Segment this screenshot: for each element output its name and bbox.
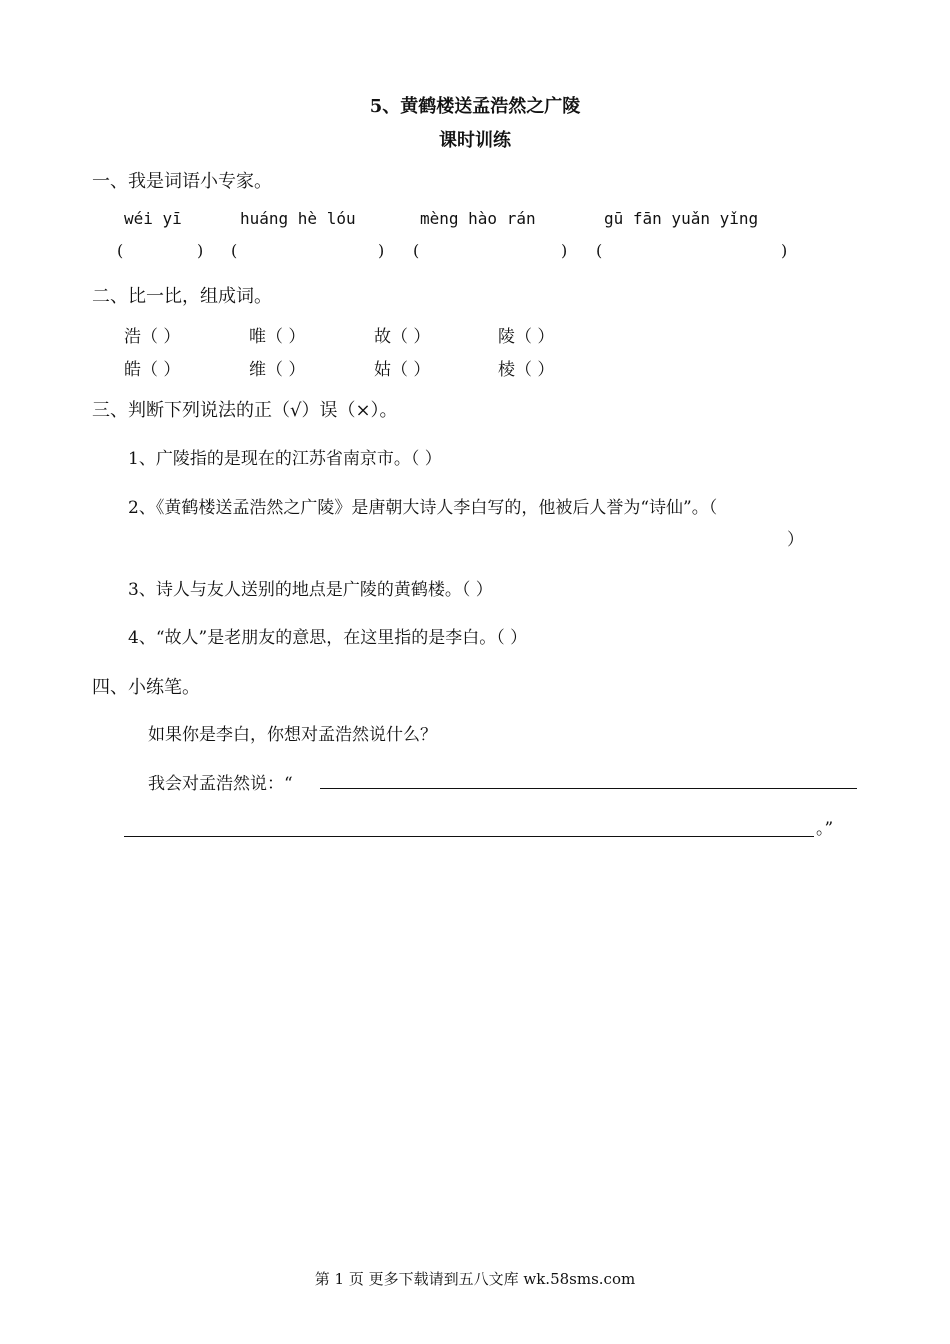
compare-cell[interactable] xyxy=(249,322,305,347)
compare-cell[interactable] xyxy=(498,355,554,380)
compare-blank: （ ） xyxy=(141,327,181,347)
pinyin-wei-yi: wéi yī xyxy=(124,209,182,228)
compare-char: 陵 xyxy=(498,327,515,347)
section4-heading: 四、小练笔。 xyxy=(92,677,200,698)
compare-char: 故 xyxy=(374,327,391,347)
compare-cell[interactable] xyxy=(374,322,430,347)
answer-closing-quote: 。” xyxy=(816,819,834,839)
paren-close: ) xyxy=(378,241,385,260)
pinyin-huang-he-lou: huáng hè lóu xyxy=(240,209,356,228)
compare-cell[interactable] xyxy=(124,322,180,347)
compare-cell[interactable] xyxy=(249,355,305,380)
judgement-item-3[interactable]: 3、诗人与友人送别的地点是广陵的黄鹤楼。（ ） xyxy=(128,580,493,600)
worksheet-subtitle: 课时训练 xyxy=(439,130,511,151)
compare-blank: （ ） xyxy=(266,327,306,347)
compare-blank: （ ） xyxy=(141,360,181,380)
paren-open: ( xyxy=(231,241,238,260)
page-footer: 第 1 页 更多下载请到五八文库 wk.58sms.com xyxy=(314,1270,636,1288)
paren-close: ) xyxy=(197,241,204,260)
compare-char: 姑 xyxy=(374,360,391,380)
paren-open: ( xyxy=(117,241,124,260)
compare-blank: （ ） xyxy=(391,360,431,380)
compare-cell[interactable] xyxy=(374,355,430,380)
answer-lead-in: 我会对孟浩然说：“ xyxy=(148,774,293,794)
judgement-item-1[interactable]: 1、广陵指的是现在的江苏省南京市。（ ） xyxy=(128,449,442,469)
compare-blank: （ ） xyxy=(515,327,555,347)
worksheet-title: 5、黄鹤楼送孟浩然之广陵 xyxy=(369,96,581,117)
compare-cell[interactable] xyxy=(124,355,180,380)
compare-char: 唯 xyxy=(249,327,266,347)
pinyin-meng-hao-ran: mèng hào rán xyxy=(420,209,536,228)
judgement-item-2[interactable]: 2、《黄鹤楼送孟浩然之广陵》是唐朝大诗人李白写的，他被后人誉为“诗仙”。（ xyxy=(128,498,718,518)
compare-cell[interactable] xyxy=(498,322,554,347)
paren-open: ( xyxy=(596,241,603,260)
compare-char: 浩 xyxy=(124,327,141,347)
section1-heading: 一、我是词语小专家。 xyxy=(92,171,272,192)
paren-open: ( xyxy=(413,241,420,260)
compare-char: 皓 xyxy=(124,360,141,380)
paren-close: ) xyxy=(781,241,788,260)
compare-blank: （ ） xyxy=(515,360,555,380)
compare-blank: （ ） xyxy=(266,360,306,380)
section2-heading: 二、比一比，组成词。 xyxy=(92,286,272,307)
section3-heading: 三、判断下列说法的正（√）误（×）。 xyxy=(92,400,398,421)
compare-char: 维 xyxy=(249,360,266,380)
compare-char: 棱 xyxy=(498,360,515,380)
judgement-item-2-close: ） xyxy=(787,530,804,550)
writing-prompt: 如果你是李白，你想对孟浩然说什么？ xyxy=(148,725,437,745)
compare-blank: （ ） xyxy=(391,327,431,347)
answer-line-2[interactable] xyxy=(124,836,814,837)
pinyin-gu-fan-yuan-ying: gū fān yuǎn yǐng xyxy=(604,209,759,228)
paren-close: ) xyxy=(561,241,568,260)
judgement-item-4[interactable]: 4、“故人”是老朋友的意思，在这里指的是李白。（ ） xyxy=(128,628,528,648)
answer-line-1[interactable] xyxy=(320,788,857,789)
